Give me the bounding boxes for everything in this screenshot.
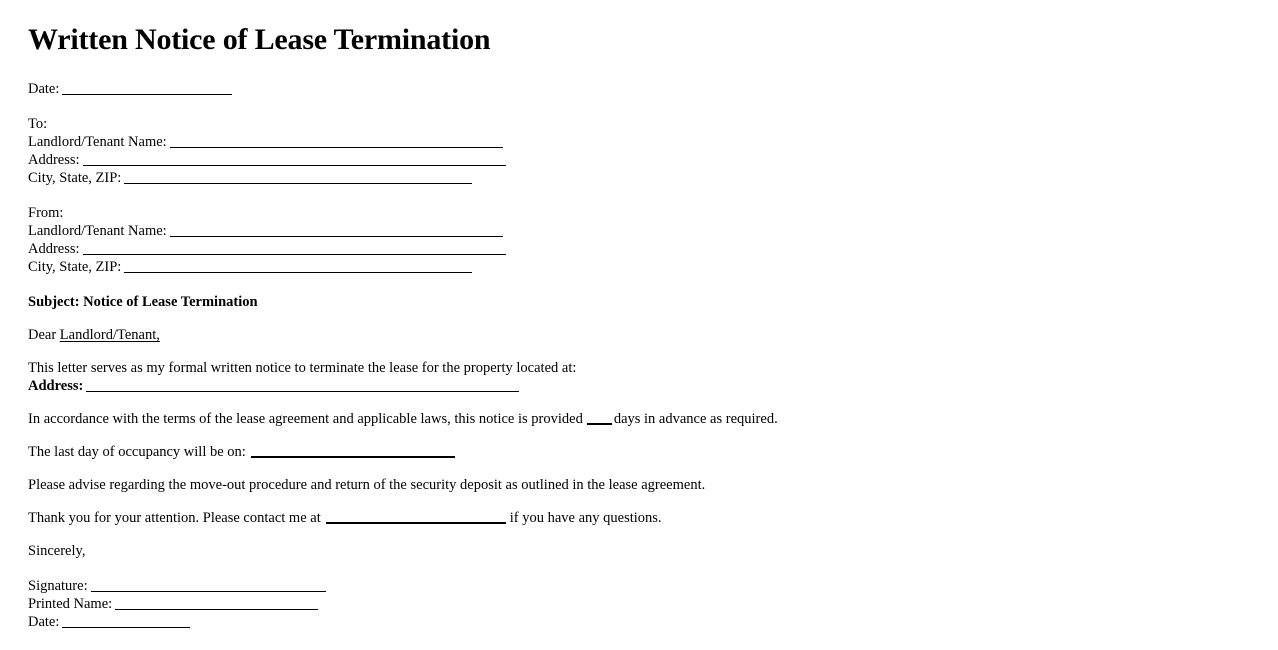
- signature-blank[interactable]: [91, 580, 326, 592]
- last-day-line: [28, 443, 1248, 461]
- page-title: Written Notice of Lease Termination: [28, 23, 491, 56]
- to-heading-line: [28, 115, 1248, 133]
- spacer: [28, 311, 1248, 326]
- date-blank[interactable]: [62, 83, 232, 95]
- spacer: [28, 428, 1248, 443]
- spacer: [28, 276, 1248, 293]
- to-address-line: [28, 151, 1248, 169]
- to-address-label: Address:: [28, 152, 80, 168]
- signature-label: Signature:: [28, 578, 88, 594]
- to-block: [28, 115, 1248, 187]
- spacer: [28, 395, 1248, 410]
- salutation-line: [28, 326, 1248, 344]
- intro-text: This letter serves as my formal written notice to terminate the lease for the property located at:: [28, 360, 577, 376]
- to-citystatezip-label: City, State, ZIP:: [28, 170, 122, 186]
- to-address-blank[interactable]: [83, 154, 506, 166]
- from-block: [28, 204, 1248, 276]
- date-line-block: [28, 80, 1248, 98]
- property-address-blank[interactable]: [86, 380, 519, 392]
- subject-line: Subject: Notice of Lease Termination: [28, 294, 258, 310]
- contact-blank[interactable]: [326, 511, 506, 524]
- from-name-blank[interactable]: [170, 225, 503, 237]
- from-name-line: [28, 222, 1248, 240]
- move-out-text: Please advise regarding the move-out procedure and return of the security deposit as outlined in the lease agreement.: [28, 477, 706, 493]
- from-address-label: Address:: [28, 241, 80, 257]
- signature-date-line: [28, 613, 1248, 631]
- signature-block: [28, 577, 1248, 631]
- spacer: [28, 98, 1248, 115]
- closing-text: Sincerely,: [28, 543, 86, 559]
- to-heading: To:: [28, 116, 48, 132]
- spacer: [28, 527, 1248, 542]
- to-name-label: Landlord/Tenant Name:: [28, 134, 167, 150]
- spacer: [28, 461, 1248, 476]
- to-citystatezip-blank[interactable]: [124, 172, 472, 184]
- property-address-line: [28, 377, 1248, 395]
- notice-period-line: [28, 410, 1248, 428]
- from-address-line: [28, 240, 1248, 258]
- to-name-blank[interactable]: [170, 136, 503, 148]
- notice-period-text-after: days in advance as required.: [613, 411, 778, 427]
- from-name-label: Landlord/Tenant Name:: [28, 223, 167, 239]
- from-citystatezip-line: [28, 258, 1248, 276]
- from-heading: From:: [28, 205, 64, 221]
- salutation-recipient: Landlord/Tenant,: [59, 327, 160, 343]
- last-day-blank[interactable]: [251, 445, 455, 458]
- printed-name-blank[interactable]: [115, 598, 318, 610]
- printed-name-line: [28, 595, 1248, 613]
- from-citystatezip-label: City, State, ZIP:: [28, 259, 122, 275]
- printed-name-label: Printed Name:: [28, 596, 113, 612]
- from-citystatezip-blank[interactable]: [124, 261, 472, 273]
- to-name-line: [28, 133, 1248, 151]
- signature-line: [28, 577, 1248, 595]
- from-heading-line: [28, 204, 1248, 222]
- contact-text-after: if you have any questions.: [509, 510, 662, 526]
- notice-period-text-before: In accordance with the terms of the lease agreement and applicable laws, this notice is provided: [28, 411, 583, 427]
- salutation-greeting: Dear: [28, 327, 57, 343]
- spacer: [28, 494, 1248, 509]
- contact-text-before: Thank you for your attention. Please contact me at: [28, 510, 321, 526]
- date-label: Date:: [28, 81, 60, 97]
- intro-block: [28, 359, 1248, 395]
- spacer: [28, 560, 1248, 577]
- contact-line: [28, 509, 1248, 527]
- date-line: [28, 80, 1248, 98]
- signature-date-label: Date:: [28, 614, 60, 630]
- spacer: [28, 344, 1248, 359]
- from-address-blank[interactable]: [83, 243, 506, 255]
- last-day-label: The last day of occupancy will be on:: [28, 444, 246, 460]
- signature-date-blank[interactable]: [62, 616, 190, 628]
- spacer: [28, 187, 1248, 204]
- property-address-label: Address:: [28, 378, 84, 394]
- document-body: [28, 22, 1248, 631]
- to-citystatezip-line: [28, 169, 1248, 187]
- notice-period-days-blank[interactable]: [587, 412, 612, 425]
